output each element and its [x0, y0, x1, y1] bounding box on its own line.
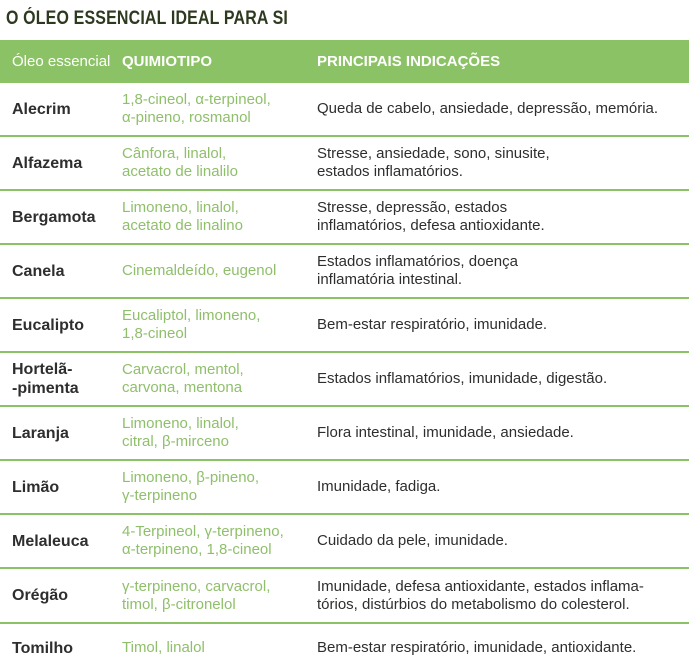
table-header — [0, 40, 689, 83]
table-row — [0, 137, 689, 191]
indications-cell — [307, 639, 689, 657]
chemotype-cell — [112, 415, 307, 451]
essential-oils-table — [0, 40, 689, 672]
cell-text-line: citral, β-mirceno — [122, 433, 229, 450]
cell-text-line: α-pineno, rosmanol — [122, 109, 251, 126]
cell-text-line: Limoneno, linalol, — [122, 199, 239, 216]
cell-text-line: Cinemaldeído, eugenol — [122, 262, 277, 279]
cell-text-line: Limoneno, β-pineno, — [122, 469, 260, 486]
table-row — [0, 515, 689, 569]
cell-text-line: 1,8-cineol, α-terpineol, — [122, 91, 271, 108]
cell-text-line: inflamatória intestinal. — [317, 271, 463, 288]
indications-cell — [307, 199, 689, 235]
cell-text-line: α-terpineno, 1,8-cineol — [122, 541, 272, 558]
table-row — [0, 299, 689, 353]
cell-text-line: Limoneno, linalol, — [122, 415, 239, 432]
cell-text-line: Stresse, ansiedade, sono, sinusite, — [317, 145, 550, 162]
chemotype-cell — [112, 578, 307, 614]
cell-text-line: Stresse, depressão, estados — [317, 199, 508, 216]
chemotype-cell — [112, 145, 307, 181]
oil-name-cell — [0, 262, 112, 281]
cell-text-line: acetato de linalino — [122, 217, 243, 234]
cell-text-line: Alecrim — [12, 100, 71, 118]
oil-name-cell — [0, 100, 112, 119]
cell-text-line: tórios, distúrbios do metabolismo do colesterol. — [317, 595, 630, 613]
indications-cell — [307, 145, 689, 181]
cell-text-line: acetato de linalilo — [122, 163, 238, 180]
cell-text-line: -pimenta — [12, 380, 79, 397]
oil-name-cell — [0, 316, 112, 335]
indications-cell — [307, 578, 689, 614]
cell-text-line: estados inflamatórios. — [317, 163, 463, 180]
cell-text-line: Carvacrol, mentol, — [122, 361, 244, 378]
table-row — [0, 83, 689, 137]
header-indications: PRINCIPAIS INDICAÇÕES — [317, 53, 501, 70]
cell-text-line: γ-terpineno — [122, 487, 198, 504]
table-row — [0, 569, 689, 624]
cell-text-line: 1,8-cineol — [122, 325, 188, 342]
cell-text-line: Eucaliptol, limoneno, — [122, 307, 261, 324]
cell-text-line: Estados inflamatórios, imunidade, digestão. — [317, 370, 608, 387]
header-chemotype: QUIMIOTIPO — [122, 53, 212, 70]
oil-name-cell — [0, 532, 112, 551]
chemotype-cell — [112, 361, 307, 397]
cell-text-line: Estados inflamatórios, doença — [317, 253, 518, 270]
cell-text-line: timol, β-citronelol — [122, 595, 236, 613]
cell-text-line: Laranja — [12, 424, 69, 442]
cell-text-line: Cuidado da pele, imunidade. — [317, 532, 508, 549]
cell-text-line: Hortelã- — [12, 361, 73, 378]
chemotype-cell — [112, 262, 307, 280]
indications-cell — [307, 316, 689, 334]
header-oil: Óleo essencial — [12, 53, 111, 70]
cell-text-line: carvona, mentona — [122, 379, 243, 396]
cell-text-line: Canela — [12, 262, 65, 280]
cell-text-line: Cânfora, linalol, — [122, 145, 227, 162]
indications-cell — [307, 532, 689, 550]
oil-name-cell — [0, 154, 112, 173]
oil-name-cell — [0, 639, 112, 658]
cell-text-line: Bem-estar respiratório, imunidade. — [317, 316, 548, 333]
page-title: O ÓLEO ESSENCIAL IDEAL PARA SI — [6, 8, 289, 29]
cell-text-line: Imunidade, fadiga. — [317, 478, 441, 495]
table-body — [0, 83, 689, 672]
cell-text-line: Timol, linalol — [122, 639, 205, 656]
chemotype-cell — [112, 91, 307, 127]
chemotype-cell — [112, 199, 307, 235]
cell-text-line: Queda de cabelo, ansiedade, depressão, memória. — [317, 100, 659, 117]
table-row — [0, 407, 689, 461]
cell-text-line: Tomilho — [12, 639, 74, 657]
table-row — [0, 461, 689, 515]
chemotype-cell — [112, 307, 307, 343]
chemotype-cell — [112, 523, 307, 559]
chemotype-cell — [112, 469, 307, 505]
cell-text-line: Bergamota — [12, 208, 96, 226]
indications-cell — [307, 478, 689, 496]
cell-text-line: Limão — [12, 478, 60, 496]
table-row — [0, 191, 689, 245]
cell-text-line: Eucalipto — [12, 316, 85, 334]
cell-text-line: Melaleuca — [12, 532, 89, 550]
cell-text-line: γ-terpineno, carvacrol, — [122, 577, 271, 595]
oil-name-cell — [0, 208, 112, 227]
oil-name-cell — [0, 424, 112, 443]
chemotype-cell — [112, 639, 307, 657]
cell-text-line: Bem-estar respiratório, imunidade, antioxidante. — [317, 639, 637, 656]
oil-name-cell — [0, 586, 112, 605]
oil-name-cell — [0, 478, 112, 497]
indications-cell — [307, 370, 689, 388]
cell-text-line: Orégão — [12, 587, 69, 604]
cell-text-line: Alfazema — [12, 154, 83, 172]
indications-cell — [307, 424, 689, 442]
cell-text-line: inflamatórios, defesa antioxidante. — [317, 217, 545, 234]
oil-name-cell — [0, 360, 112, 398]
table-row — [0, 245, 689, 299]
indications-cell — [307, 100, 689, 118]
cell-text-line: 4-Terpineol, γ-terpineno, — [122, 523, 284, 540]
cell-text-line: Flora intestinal, imunidade, ansiedade. — [317, 424, 574, 441]
table-row — [0, 353, 689, 407]
indications-cell — [307, 253, 689, 289]
cell-text-line: Imunidade, defesa antioxidante, estados inflama- — [317, 577, 644, 595]
table-row — [0, 624, 689, 672]
